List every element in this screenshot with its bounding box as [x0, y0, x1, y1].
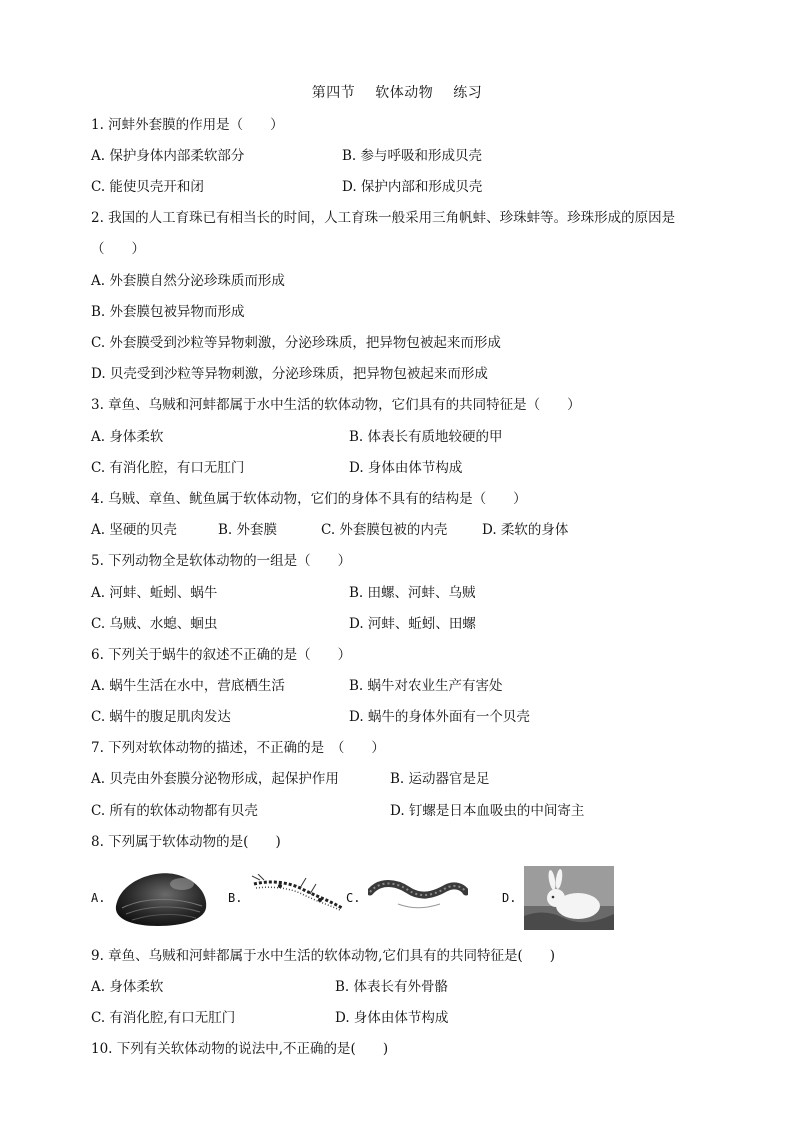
option-1b: B. 参与呼吸和形成贝壳 — [342, 148, 483, 164]
option-5b: B. 田螺、河蚌、乌贼 — [349, 585, 476, 601]
question-6: 6. 下列关于蜗牛的叙述不正确的是（ ） — [91, 647, 352, 663]
option-1c: C. 能使贝壳开和闭 — [91, 179, 204, 195]
option-1d: D. 保护内部和形成贝壳 — [342, 179, 483, 195]
option-7c: C. 所有的软体动物都有贝壳 — [91, 803, 258, 819]
option-9b: B. 体表长有外骨骼 — [335, 979, 449, 995]
option-2d: D. 贝壳受到沙粒等异物刺激，分泌珍珠质，把异物包被起来而形成 — [91, 366, 488, 382]
question-10: 10. 下列有关软体动物的说法中,不正确的是( ) — [91, 1041, 389, 1057]
option-7a: A. 贝壳由外套膜分泌物形成，起保护作用 — [91, 771, 339, 787]
option-6b: B. 蜗牛对农业生产有害处 — [349, 678, 503, 694]
option-3b: B. 体表长有质地较硬的甲 — [349, 429, 503, 445]
worm-image — [368, 874, 468, 914]
option-4b: B. 外套膜 — [218, 522, 278, 538]
question-9: 9. 章鱼、乌贼和河蚌都属于水中生活的软体动物,它们具有的共同特征是( ) — [91, 948, 555, 964]
option-6c: C. 蜗牛的腹足肌肉发达 — [91, 709, 231, 725]
option-8b-label: B. — [228, 891, 243, 905]
question-2: 2. 我国的人工育珠已有相当长的时间，人工育珠一般采用三角帆蚌、珍珠蚌等。珍珠形成的原因是 — [91, 210, 676, 226]
question-1: 1. 河蚌外套膜的作用是（ ） — [91, 117, 284, 133]
question-5: 5. 下列动物全是软体动物的一组是（ ） — [91, 553, 352, 569]
option-9d: D. 身体由体节构成 — [335, 1010, 449, 1026]
option-4d: D. 柔软的身体 — [482, 522, 569, 538]
rabbit-image — [524, 866, 614, 930]
option-7b: B. 运动器官是足 — [390, 771, 490, 787]
option-6d: D. 蜗牛的身体外面有一个贝壳 — [349, 709, 530, 725]
page-title: 第四节 软体动物 练习 — [311, 85, 483, 101]
option-8a-label: A. — [91, 891, 106, 905]
option-8d-label: D. — [502, 891, 517, 905]
question-3: 3. 章鱼、乌贼和河蚌都属于水中生活的软体动物，它们具有的共同特征是（ ） — [91, 397, 581, 413]
option-5a: A. 河蚌、蚯蚓、蜗牛 — [91, 585, 218, 601]
question-2-bracket: （ ） — [91, 241, 145, 257]
option-8c-label: C. — [346, 891, 361, 905]
clam-image — [112, 868, 210, 930]
option-5d: D. 河蚌、蚯蚓、田螺 — [349, 616, 476, 632]
question-7: 7. 下列对软体动物的描述，不正确的是 （ ） — [91, 740, 385, 756]
option-5c: C. 乌贼、水螅、蛔虫 — [91, 616, 218, 632]
option-9c: C. 有消化腔,有口无肛门 — [91, 1010, 236, 1026]
question-4: 4. 乌贼、章鱼、鱿鱼属于软体动物，它们的身体不具有的结构是（ ） — [91, 491, 527, 507]
question-8: 8. 下列属于软体动物的是( ) — [91, 834, 281, 850]
shrimp-image — [250, 874, 346, 914]
option-9a: A. 身体柔软 — [91, 979, 164, 995]
option-3c: C. 有消化腔，有口无肛门 — [91, 460, 245, 476]
option-6a: A. 蜗牛生活在水中，营底栖生活 — [91, 678, 285, 694]
option-3a: A. 身体柔软 — [91, 429, 164, 445]
option-3d: D. 身体由体节构成 — [349, 460, 463, 476]
option-1a: A. 保护身体内部柔软部分 — [91, 148, 245, 164]
option-7d: D. 钉螺是日本血吸虫的中间寄主 — [390, 803, 585, 819]
option-2c: C. 外套膜受到沙粒等异物刺激，分泌珍珠质，把异物包被起来而形成 — [91, 335, 501, 351]
option-2b: B. 外套膜包被异物而形成 — [91, 304, 245, 320]
option-2a: A. 外套膜自然分泌珍珠质而形成 — [91, 273, 285, 289]
option-4a: A. 坚硬的贝壳 — [91, 522, 177, 538]
option-4c: C. 外套膜包被的内壳 — [321, 522, 448, 538]
